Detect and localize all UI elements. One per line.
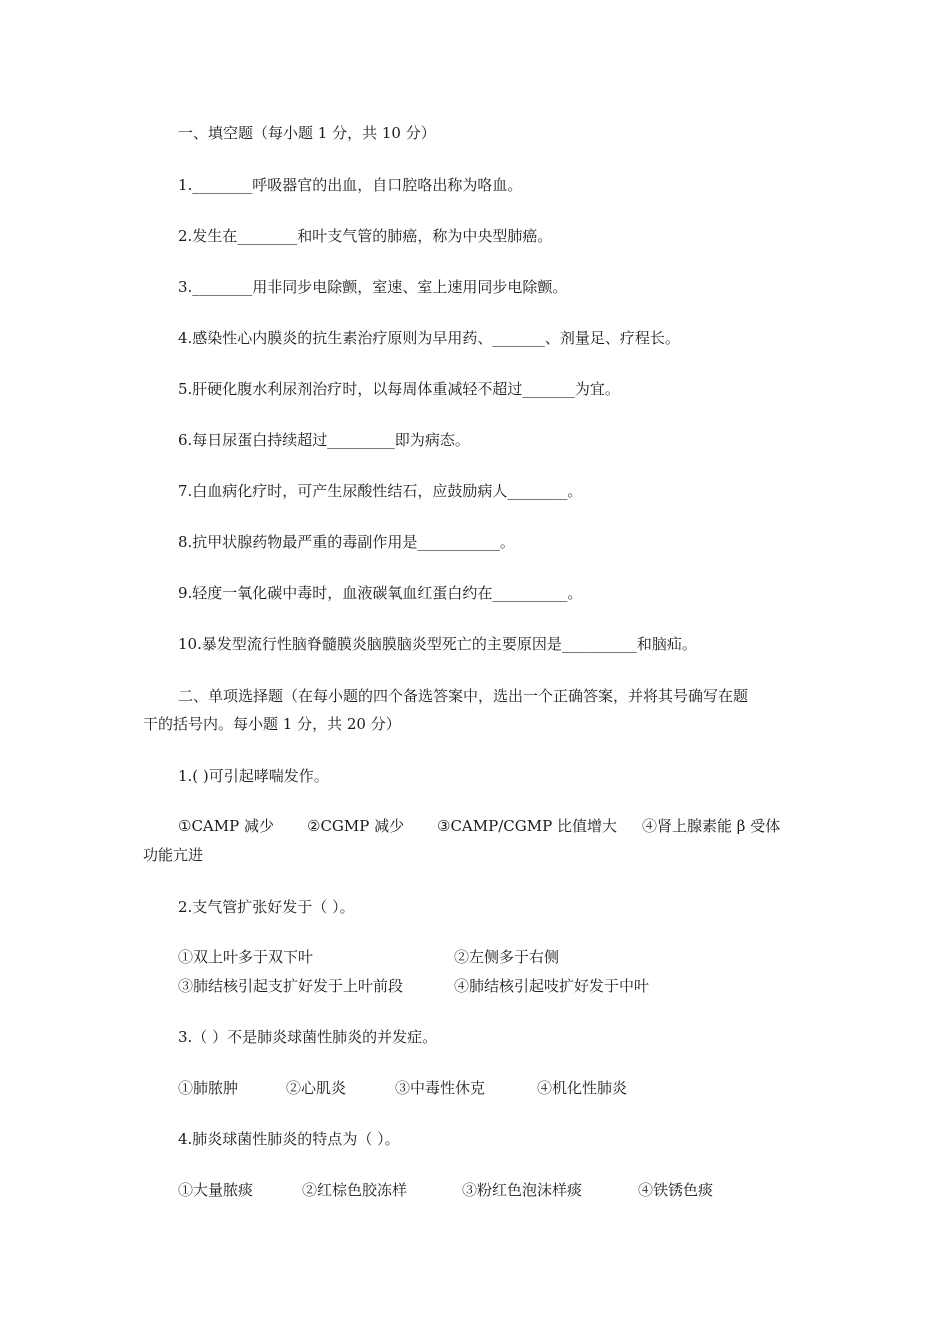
choice-question-3-options	[178, 1078, 818, 1098]
section-2-heading-line-2: 干的括号内。每小题 1 分，共 20 分）	[143, 715, 401, 733]
choice-question-1-continuation: 功能亢进	[143, 846, 204, 864]
option-2: ②心肌炎	[286, 1079, 347, 1097]
option-4: ④肾上腺素能 β 受体	[642, 817, 781, 835]
choice-question-3-stem: 3.（ ）不是肺炎球菌性肺炎的并发症。	[178, 1028, 438, 1046]
choice-question-1-stem: 1.( )可引起哮喘发作。	[178, 767, 329, 785]
option-4: ④铁锈色痰	[638, 1181, 714, 1199]
section-1-heading: 一、填空题（每小题 1 分，共 10 分）	[178, 124, 436, 142]
option-2: ②CGMP 减少	[307, 817, 405, 835]
option-4: ④肺结核引起吱扩好发于中叶	[454, 977, 650, 995]
option-1: ①肺脓肿	[178, 1079, 239, 1097]
choice-question-2-options-row-1	[178, 947, 818, 967]
option-3: ③肺结核引起支扩好发于上叶前段	[178, 977, 404, 995]
option-3: ③中毒性休克	[395, 1079, 486, 1097]
option-4: ④机化性肺炎	[537, 1079, 628, 1097]
fill-question-3: 3.________用非同步电除颤，室速、室上速用同步电除颤。	[178, 278, 568, 296]
fill-question-2: 2.发生在________和叶支气管的肺癌，称为中央型肺癌。	[178, 227, 553, 245]
fill-question-8: 8.抗甲状腺药物最严重的毒副作用是___________。	[178, 533, 515, 551]
fill-question-9: 9.轻度一氧化碳中毒时，血液碳氧血红蛋白约在__________。	[178, 584, 583, 602]
fill-question-5: 5.肝硬化腹水利尿剂治疗时，以每周体重减轻不超过_______为宜。	[178, 380, 620, 398]
section-2-heading-line-1: 二、单项选择题（在每小题的四个备选答案中，选出一个正确答案，并将其号确写在题	[178, 687, 749, 705]
option-1: ①双上叶多于双下叶	[178, 948, 314, 966]
fill-question-7: 7.白血病化疗时，可产生尿酸性结石，应鼓励病人________。	[178, 482, 583, 500]
fill-question-10: 10.暴发型流行性脑脊髓膜炎脑膜脑炎型死亡的主要原因是__________和脑疝。	[178, 635, 697, 653]
fill-question-6: 6.每日尿蛋白持续超过_________即为病态。	[178, 431, 470, 449]
fill-question-1: 1.________呼吸器官的出血，自口腔咯出称为咯血。	[178, 176, 523, 194]
option-3: ③CAMP/CGMP 比值增大	[437, 817, 617, 835]
option-2: ②左侧多于右侧	[454, 948, 560, 966]
option-1: ①CAMP 减少	[178, 817, 274, 835]
choice-question-1-options	[178, 816, 818, 836]
choice-question-4-stem: 4.肺炎球菌性肺炎的特点为（ ）。	[178, 1130, 400, 1148]
choice-question-2-stem: 2.支气管扩张好发于（ ）。	[178, 898, 355, 916]
fill-question-4: 4.感染性心内膜炎的抗生素治疗原则为早用药、_______、剂量足、疗程长。	[178, 329, 680, 347]
option-2: ②红棕色胶冻样	[302, 1181, 408, 1199]
choice-question-2-options-row-2	[178, 976, 818, 996]
option-1: ①大量脓痰	[178, 1181, 254, 1199]
choice-question-4-options	[178, 1180, 818, 1200]
option-3: ③粉红色泡沫样痰	[462, 1181, 583, 1199]
